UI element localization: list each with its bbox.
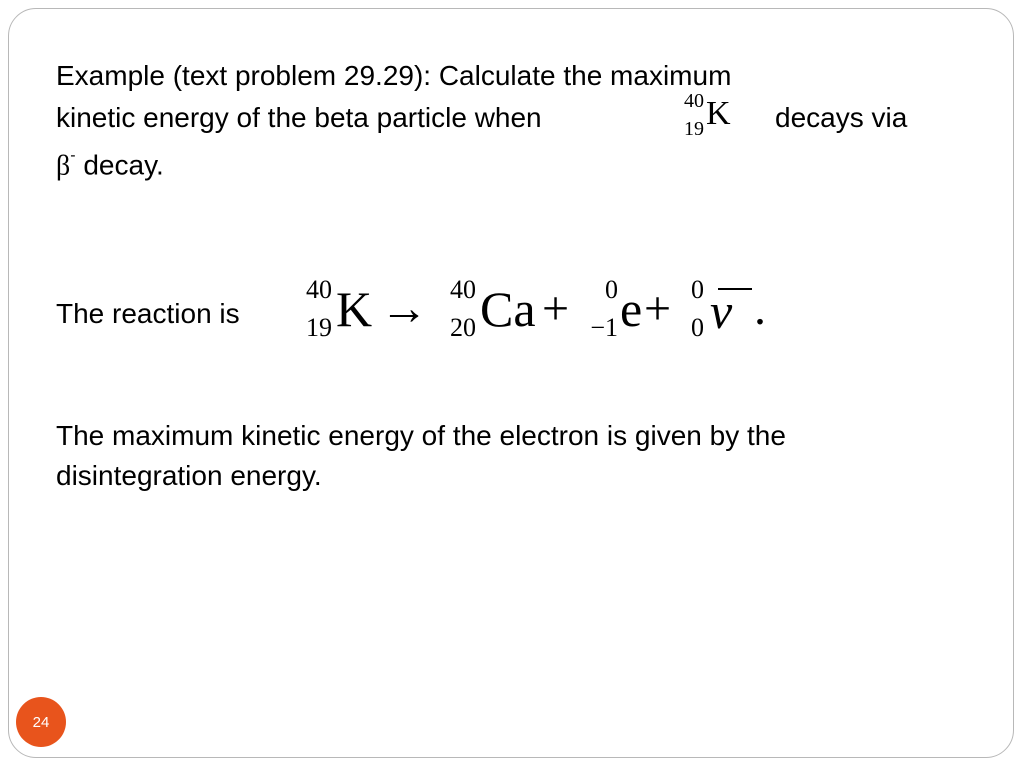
- conclusion-line-1: The maximum kinetic energy of the electron is given by the: [56, 420, 786, 451]
- product-ca-mass: 40: [450, 275, 476, 304]
- conclusion-line-2: disintegration energy.: [56, 460, 322, 491]
- problem-line-2-start: kinetic energy of the beta particle when: [56, 102, 542, 133]
- reactant-mass: 40: [306, 275, 332, 304]
- inline-nuclide-mass: 40: [684, 90, 704, 112]
- inline-nuclide-k40: [676, 90, 756, 146]
- problem-line-3: [56, 140, 164, 186]
- page-number-badge: 24: [16, 697, 66, 747]
- reaction-equation: [296, 272, 786, 352]
- antineutrino-symbol: ν: [710, 283, 733, 339]
- reaction-label: The reaction is: [56, 298, 240, 329]
- plus-sign-1: +: [542, 282, 570, 335]
- equation-period: .: [754, 282, 766, 335]
- beta-minus-sup: -: [70, 147, 76, 164]
- inline-nuclide-symbol: K: [706, 95, 731, 132]
- beta-symbol: β: [56, 150, 71, 182]
- problem-line-2-end: decays via: [775, 102, 908, 133]
- problem-line-1: Example (text problem 29.29): Calculate the maximum: [56, 60, 732, 91]
- reaction-arrow: →: [380, 282, 428, 335]
- inline-nuclide-atomic: 19: [684, 118, 704, 140]
- product-ca-atomic: 20: [450, 313, 476, 342]
- product-antineutrino: [680, 272, 760, 352]
- antineutrino-mass: 0: [691, 275, 704, 304]
- problem-line-3-text: decay.: [75, 149, 164, 181]
- electron-mass: 0: [605, 275, 618, 304]
- reactant-atomic: 19: [306, 313, 332, 342]
- reactant-symbol: K: [336, 281, 373, 337]
- electron-symbol: e: [620, 281, 643, 337]
- electron-charge: −1: [590, 313, 618, 342]
- plus-sign-2: +: [644, 282, 672, 335]
- product-ca-symbol: Ca: [480, 281, 536, 337]
- antineutrino-atomic: 0: [691, 313, 704, 342]
